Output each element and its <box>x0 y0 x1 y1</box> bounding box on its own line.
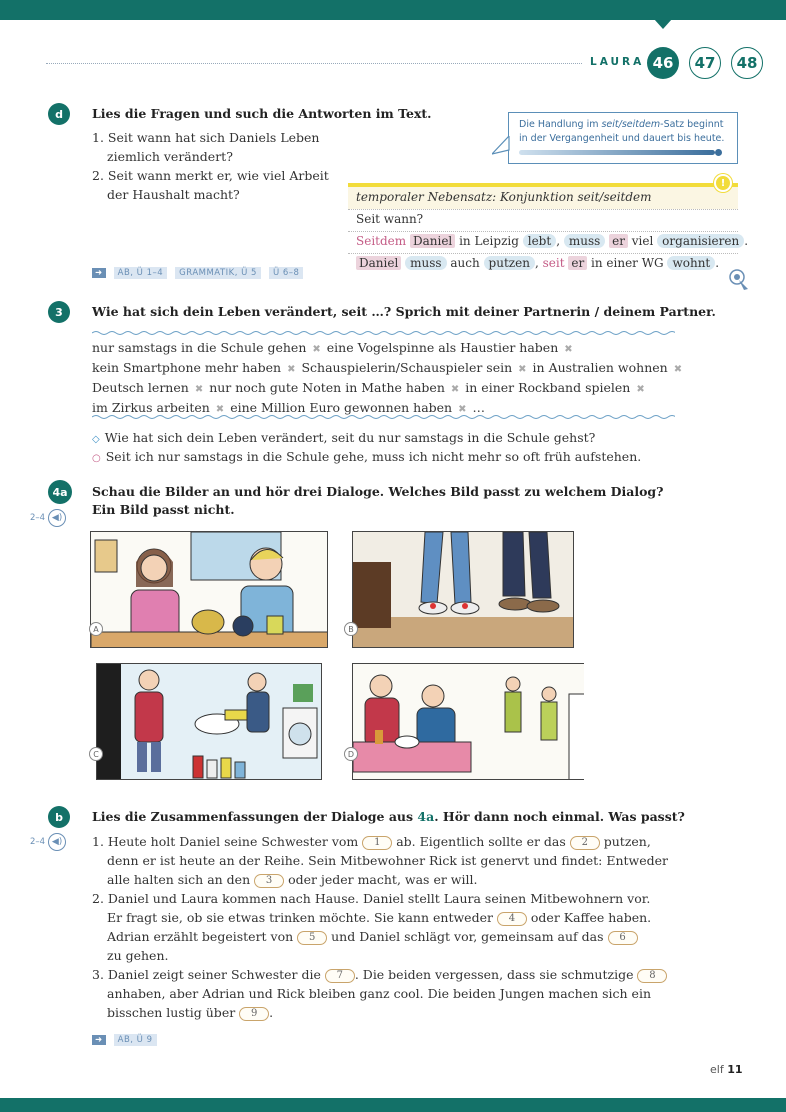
picture-d[interactable] <box>352 663 584 780</box>
task-d-questions <box>92 128 329 204</box>
alert-icon: ! <box>714 174 732 192</box>
page-number: elf 11 <box>710 1063 743 1076</box>
word: er <box>568 256 587 270</box>
answer-gap[interactable]: 4 <box>497 912 527 926</box>
summary-line: anhaben, aber Adrian und Rick bleiben ganz cool. Die beiden Jungen machen sich ein <box>107 986 652 1001</box>
word: , <box>534 256 539 270</box>
summary-line: bisschen lustig über 9 . <box>107 1005 274 1020</box>
note-text: Die Handlung im <box>519 119 602 130</box>
word: muss <box>405 256 446 270</box>
task-badge-b: b <box>48 806 70 828</box>
question-line: 1. Seit wann hat sich Daniels Leben <box>92 130 320 145</box>
dialogue-answer: ○ Seit ich nur samstags in die Schule gehe, muss ich nicht mehr so oft früh aufstehen. <box>92 449 642 464</box>
shoes-scene-illustration <box>353 532 574 648</box>
bathroom-scene-illustration <box>97 664 322 780</box>
ref-link[interactable]: AB, Ü 9 <box>114 1034 157 1046</box>
task-badge-3: 3 <box>48 301 70 323</box>
arrow-icon: ➜ <box>92 268 106 278</box>
answer-gap[interactable]: 8 <box>637 969 667 983</box>
summary-line: 2. Daniel und Laura kommen nach Hause. Daniel stellt Laura seinen Mitbewohnern vor. <box>92 891 651 906</box>
task-4a-title-2: Ein Bild passt nicht. <box>92 502 235 517</box>
answer-gap[interactable]: 3 <box>254 874 284 888</box>
picture-c[interactable] <box>96 663 322 780</box>
ref-link[interactable]: GRAMMATIK, Ü 5 <box>175 267 261 279</box>
picture-b[interactable] <box>352 531 574 648</box>
word: seit <box>542 256 565 270</box>
word: in Leipzig <box>459 234 519 248</box>
workbook-refs <box>92 267 303 279</box>
top-bar <box>0 0 786 20</box>
summary-line: denn er ist heute an der Reihe. Sein Mitbewohner Rick ist genervt und findet: Entweder <box>107 853 669 868</box>
note-text: -Satz beginnt <box>660 119 724 130</box>
picture-a[interactable] <box>90 531 328 648</box>
picture-label-d: D <box>344 747 358 761</box>
top-bar-marker <box>654 19 672 29</box>
task-badge-4a: 4a <box>48 480 72 504</box>
page-tab-46[interactable]: 46 <box>647 47 679 79</box>
word: muss <box>564 234 605 248</box>
picture-label-b: B <box>344 622 358 636</box>
speaker-icon: ◀) <box>48 509 66 527</box>
answer-gap[interactable]: 6 <box>608 931 638 945</box>
summary-list <box>92 832 692 1022</box>
summary-line: Er fragt sie, ob sie etwas trinken möchte. Sie kann entweder 4 oder Kaffee haben. <box>107 910 652 925</box>
word: . <box>715 256 720 270</box>
task-badge-d: d <box>48 103 70 125</box>
pointer-hand-icon[interactable] <box>728 268 752 292</box>
arrow-icon: ➜ <box>92 1035 106 1045</box>
question-line: ziemlich verändert? <box>107 149 233 164</box>
summary-line: 3. Daniel zeigt seiner Schwester die 7 . Die beiden vergessen, dass sie schmutzige 8 <box>92 965 692 984</box>
note-pointer <box>492 136 512 158</box>
kitchen-scene-illustration <box>91 532 328 648</box>
picture-label-a: A <box>89 622 103 636</box>
note-text: in der Vergangenheit und dauert bis heute. <box>519 133 725 144</box>
summary-line: zu gehen. <box>107 948 169 963</box>
speaker-icon: ◀) <box>48 833 66 851</box>
grammar-question: Seit wann? <box>348 209 738 231</box>
grammar-note <box>508 112 738 164</box>
dialogue-question: ◇ Wie hat sich dein Leben verändert, seit du nur samstags in die Schule gehst? <box>92 430 596 445</box>
header-dotted-line <box>46 63 582 64</box>
task-b-title: Lies die Zusammenfassungen der Dialoge aus 4a. Hör dann noch einmal. Was passt? <box>92 809 685 824</box>
timeline-bar <box>519 150 715 155</box>
chapter-label: LAURA <box>590 56 645 68</box>
task-3-title: Wie hat sich dein Leben verändert, seit …? Sprich mit deiner Partnerin / deinem Partner. <box>92 304 716 319</box>
question-line: 2. Seit wann merkt er, wie viel Arbeit <box>92 168 329 183</box>
word: Daniel <box>356 256 401 270</box>
audio-track[interactable]: 2–4 ◀) <box>30 509 66 527</box>
phrase-list <box>92 339 692 419</box>
phrase-row: kein Smartphone mehr haben ✖ Schauspielerin/Schauspieler sein ✖ in Australien wohnen ✖ <box>92 360 683 375</box>
timeline-dot <box>715 149 722 156</box>
grammar-example-2 <box>348 253 738 275</box>
circle-icon: ○ <box>92 453 101 464</box>
word: in einer WG <box>591 256 664 270</box>
grammar-example-1 <box>348 231 749 253</box>
word: putzen <box>484 256 535 270</box>
phrase-row: nur samstags in die Schule gehen ✖ eine Vogelspinne als Haustier haben ✖ <box>92 340 573 355</box>
question-line: der Haushalt macht? <box>107 187 240 202</box>
grammar-title: temporaler Nebensatz: Konjunktion seit/seitdem <box>348 183 738 209</box>
audio-track[interactable]: 2–4 ◀) <box>30 833 66 851</box>
page-tab-47[interactable]: 47 <box>689 47 721 79</box>
bottom-bar <box>0 1098 786 1112</box>
word: organisieren <box>657 234 744 248</box>
summary-line: Adrian erzählt begeistert von 5 und Daniel schlägt vor, gemeinsam auf das 6 <box>92 927 692 946</box>
summary-line: 1. Heute holt Daniel seine Schwester vom 1 ab. Eigentlich sollte er das 2 putzen, <box>92 834 651 849</box>
task-d-title: Lies die Fragen und such die Antworten im Text. <box>92 106 432 121</box>
phrase-row: im Zirkus arbeiten ✖ eine Million Euro gewonnen haben ✖ … <box>92 400 485 415</box>
word: Daniel <box>410 234 455 248</box>
word: auch <box>450 256 480 270</box>
answer-gap[interactable]: 1 <box>362 836 392 850</box>
word: lebt <box>523 234 556 248</box>
grammar-box <box>348 183 749 277</box>
answer-gap[interactable]: 7 <box>325 969 355 983</box>
note-emph: seit/seitdem <box>601 119 661 130</box>
answer-gap[interactable]: 9 <box>239 1007 269 1021</box>
ref-link[interactable]: Ü 6–8 <box>269 267 304 279</box>
page-tab-48[interactable]: 48 <box>731 47 763 79</box>
workbook-refs <box>92 1034 157 1046</box>
word: Seitdem <box>356 234 407 248</box>
answer-gap[interactable]: 5 <box>297 931 327 945</box>
task-4a-title-1: Schau die Bilder an und hör drei Dialoge. Welches Bild passt zu welchem Dialog? <box>92 484 664 499</box>
word: er <box>609 234 628 248</box>
phrase-row: Deutsch lernen ✖ nur noch gute Noten in Mathe haben ✖ in einer Rockband spielen ✖ <box>92 380 645 395</box>
word: wohnt <box>667 256 715 270</box>
ref-link[interactable]: AB, Ü 1–4 <box>114 267 168 279</box>
diamond-icon: ◇ <box>92 434 100 445</box>
answer-gap[interactable]: 2 <box>570 836 600 850</box>
summary-line: alle halten sich an den 3 oder jeder macht, was er will. <box>107 872 478 887</box>
word: . <box>744 234 749 248</box>
picture-label-c: C <box>89 747 103 761</box>
wavy-line-top <box>92 330 675 336</box>
wavy-line-bottom <box>92 414 675 420</box>
word: viel <box>631 234 654 248</box>
word: , <box>556 234 561 248</box>
living-room-scene-illustration <box>353 664 584 780</box>
